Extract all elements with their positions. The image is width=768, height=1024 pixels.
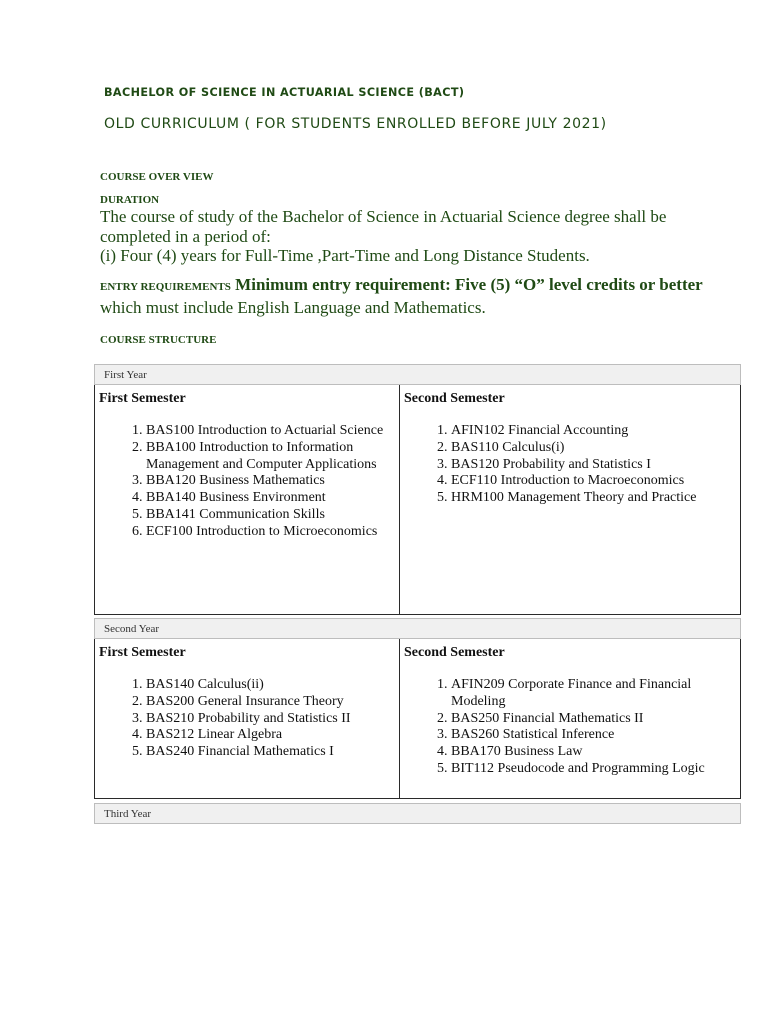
duration-text: The course of study of the Bachelor of Science in Actuarial Science degree shall be completed in a period of: bbox=[100, 207, 667, 246]
first-year-first-semester bbox=[95, 385, 400, 615]
year-label-third: Third Year bbox=[95, 804, 741, 824]
year-label-first: First Year bbox=[95, 365, 741, 385]
list-item: 6. ECF100 Introduction to Microeconomics bbox=[146, 524, 395, 541]
list-item: 5. BIT112 Pseudocode and Programming Logic bbox=[451, 761, 736, 778]
duration-paragraph bbox=[100, 207, 740, 266]
course-list bbox=[404, 677, 736, 778]
entry-requirement: Minimum entry requirement: Five (5) “O” level credits or better bbox=[235, 275, 703, 294]
curriculum-title: OLD CURRICULUM ( FOR STUDENTS ENROLLED BEFORE JULY 2021) bbox=[104, 116, 607, 132]
list-item: 2. BAS110 Calculus(i) bbox=[451, 440, 736, 457]
list-item: 1. AFIN209 Corporate Finance and Financial Modeling bbox=[451, 677, 736, 711]
list-item: 4. ECF110 Introduction to Macroeconomics bbox=[451, 473, 736, 490]
list-item: 2. BAS250 Financial Mathematics II bbox=[451, 711, 736, 728]
duration-heading: DURATION bbox=[100, 194, 160, 206]
list-item: 4. BAS212 Linear Algebra bbox=[146, 727, 395, 744]
list-item: 3. BAS210 Probability and Statistics II bbox=[146, 711, 395, 728]
third-year-table bbox=[94, 803, 741, 824]
course-list bbox=[99, 423, 395, 541]
list-item: 3. BBA120 Business Mathematics bbox=[146, 473, 395, 490]
list-item: 2. BBA100 Introduction to Information Management and Computer Applications bbox=[146, 440, 395, 474]
second-year-table bbox=[94, 618, 741, 799]
second-year-second-semester bbox=[400, 639, 741, 799]
course-structure-heading: COURSE STRUCTURE bbox=[100, 334, 217, 346]
course-list bbox=[404, 423, 736, 507]
list-item: 4. BBA170 Business Law bbox=[451, 744, 736, 761]
list-item: 1. BAS100 Introduction to Actuarial Science bbox=[146, 423, 395, 440]
second-year-first-semester bbox=[95, 639, 400, 799]
course-list bbox=[99, 677, 395, 761]
semester-title: First Semester bbox=[99, 645, 186, 660]
list-item: 3. BAS260 Statistical Inference bbox=[451, 727, 736, 744]
entry-label: ENTRY REQUIREMENTS bbox=[100, 281, 231, 293]
entry-requirements bbox=[100, 275, 750, 317]
program-title: BACHELOR OF SCIENCE IN ACTUARIAL SCIENCE (BACT) bbox=[104, 86, 465, 99]
list-item: 1. AFIN102 Financial Accounting bbox=[451, 423, 736, 440]
duration-detail: (i) Four (4) years for Full-Time ,Part-Time and Long Distance Students. bbox=[100, 246, 590, 265]
list-item: 3. BAS120 Probability and Statistics I bbox=[451, 457, 736, 474]
semester-title: Second Semester bbox=[404, 391, 505, 406]
list-item: 1. BAS140 Calculus(ii) bbox=[146, 677, 395, 694]
year-label-second: Second Year bbox=[95, 619, 741, 639]
course-overview-heading: COURSE OVER VIEW bbox=[100, 171, 214, 183]
first-year-table bbox=[94, 364, 741, 615]
semester-title: Second Semester bbox=[404, 645, 505, 660]
list-item: 5. HRM100 Management Theory and Practice bbox=[451, 490, 736, 507]
list-item: 5. BAS240 Financial Mathematics I bbox=[146, 744, 395, 761]
list-item: 5. BBA141 Communication Skills bbox=[146, 507, 395, 524]
semester-title: First Semester bbox=[99, 391, 186, 406]
list-item: 4. BBA140 Business Environment bbox=[146, 490, 395, 507]
first-year-second-semester bbox=[400, 385, 741, 615]
entry-text: which must include English Language and Mathematics. bbox=[100, 297, 486, 317]
list-item: 2. BAS200 General Insurance Theory bbox=[146, 694, 395, 711]
